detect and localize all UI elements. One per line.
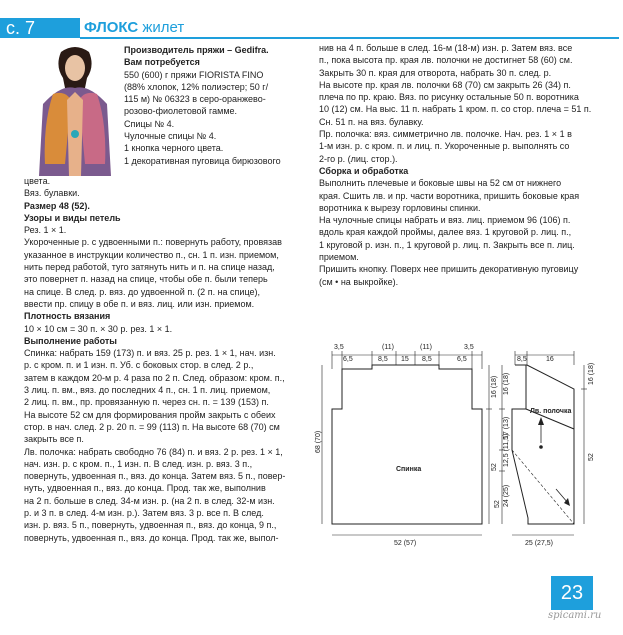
dim-label: 52 (57) — [394, 540, 417, 547]
text-line: стор. в нач. след. 2 р. 20 п. = 99 (113) п. На высоте 68 (70) см — [24, 421, 280, 432]
dim-label: 16 — [546, 356, 554, 363]
pattern-diagram — [312, 343, 612, 548]
dim-label: 16 (18) — [503, 372, 510, 395]
section-heading: Узоры и виды петель — [24, 212, 121, 223]
text-line: Укороченные р. с удвоенными п.: повернуть работу, провязав — [24, 237, 282, 248]
text-line: 2 лиц. п. вм., пр. провязанную п. через сн. п. = 139 (153) п. — [24, 397, 269, 408]
dim-label: 52 — [588, 453, 595, 461]
text-line: 1 круговой р. изн. п., 1 круговой р. лиц. п. Закрыть все п. лиц. — [319, 239, 575, 250]
text-line: р. и 3 п. в след. 4-м изн. р.). Затем вяз. 3 р. все п. В след. — [24, 508, 264, 519]
dim-label: 6,5 — [343, 356, 353, 363]
materials-heading: Вам потребуется — [124, 57, 200, 68]
front-outline — [512, 365, 574, 524]
back-outline — [332, 365, 482, 524]
dim-label: 8,5 — [378, 356, 388, 363]
dim-label: 6,5 — [457, 356, 467, 363]
text-line: р. с кром. п. и 1 изн. п. Уб. с боковых стор. в след. 2 р., — [24, 360, 254, 371]
front-label: Лв. полочка — [530, 408, 572, 415]
text-line: приемом. — [319, 252, 359, 263]
text-line: розово-фиолетовой гамме. — [124, 106, 238, 117]
text-line: на 2 п. больше в след. 34-м изн. р. (на 2 п. в след. 32-м изн. — [24, 495, 275, 506]
text-line: На чулочные спицы набрать и вяз. лиц. приемом 96 (106) п. — [319, 215, 571, 226]
section-heading: Сборка и обработка — [319, 165, 409, 176]
dim-label: 8,5 — [517, 356, 527, 363]
text-line: Вяз. булавки. — [24, 188, 80, 199]
dim-label: 8,5 — [422, 356, 432, 363]
section-number: с. 7 — [6, 18, 36, 38]
dim-label: 3,5 — [464, 344, 474, 351]
dim-label: 24 (25) — [503, 484, 510, 507]
dim-label: 68 (70) — [315, 430, 322, 453]
text-line: Выполнить плечевые и боковые швы на 52 см от нижнего — [319, 178, 562, 189]
text-line: Лв. полочка: набрать свободно 76 (84) п. и вяз. 2 р. рез. 1 × 1, — [24, 446, 283, 457]
dim-label: 25 (27,5) — [525, 540, 554, 547]
text-line: 10 (12) см. На выс. 11 п. набрать 1 кром. п. со стор. плеча = 51 п. — [319, 104, 592, 115]
dim-label: 12,5 (11,5) — [503, 433, 510, 467]
model-photo — [31, 44, 119, 176]
dim-label: 15 — [401, 356, 409, 363]
text-line: воротника к вырезу горловины спинки. — [319, 202, 481, 213]
text-line: нить перед работой, туго затянуть нить и п. на спице назад, — [24, 262, 275, 273]
text-line: Закрыть 30 п. края для отворота, набрать 30 п. след. р. — [319, 67, 552, 78]
instructions-column-left — [24, 175, 309, 544]
text-line: нач. изн. р. с кром. п., 1 изн. п. В след. изн. р. вяз. 3 п., — [24, 458, 253, 469]
intro-column — [124, 44, 309, 167]
text-line: повернуть, удвоенная п., вяз. до конца. Затем вяз. 5 п., повер- — [24, 471, 286, 482]
text-line: Чулочные спицы № 4. — [124, 131, 217, 142]
text-line: Пришить кнопку. Поверх нее пришить декоративную пуговицу — [319, 264, 579, 275]
text-line: затем в каждом 20-м р. 4 раза по 2 п. След. образом: кром. п., — [24, 372, 285, 383]
text-line: указанное в инструкции количество п., сн. 1 п. изн. приемом, — [24, 249, 279, 260]
dim-label: 16 (18) — [491, 375, 498, 398]
text-line: на спице. В след. р. вяз. до удвоенной п. (2 п. на спице), — [24, 286, 260, 297]
text-line: 550 (600) г пряжи FIORISTA FINO — [124, 69, 264, 80]
page-title — [84, 19, 184, 37]
text-line: повернуть, удвоенная п., вяз. до конца. Прод. так же, выпол- — [24, 532, 279, 543]
text-line: 1 кнопка черного цвета. — [124, 143, 224, 154]
dim-label: (11) — [420, 344, 432, 351]
text-line: нив на 4 п. больше в след. 16-м (18-м) изн. р. Затем вяз. все — [319, 43, 573, 53]
page-number: 23 — [551, 576, 593, 610]
text-line: 3 лиц. п. вм., вяз. до последних 4 п., сн. 1 п. лиц. приемом, — [24, 385, 271, 396]
text-line: 1-м изн. р. с кром. п. и лиц. п. Укороченные р. выполнять со — [319, 141, 570, 152]
dim-label: 16 (18) — [588, 362, 595, 385]
text-line: 1 декоративная пуговица бирюзового — [124, 155, 281, 166]
text-line: Рез. 1 × 1. — [24, 225, 67, 236]
text-line: (см • на выкройке). — [319, 276, 399, 287]
title-bold: ФЛОКС — [84, 19, 139, 36]
text-line: На высоте пр. края лв. полочки 68 (70) см закрыть 26 (34) п. — [319, 79, 571, 90]
text-line: 115 м) № 06323 в серо-оранжево- — [124, 94, 266, 105]
front-outline-base — [512, 365, 574, 524]
dim-label: 52 — [494, 500, 501, 508]
text-line: это повернет п. назад на спице, чтобы обе п. были теперь — [24, 274, 268, 285]
text-line: п., пока высота пр. края лв. полочки не достигнет 58 (60) см. — [319, 55, 573, 66]
text-line: плеча по пр. краю. Вяз. по рисунку остальные 50 п. воротника — [319, 92, 579, 103]
text-line: Сн. 51 п. на вяз. булавку. — [319, 116, 424, 127]
text-line: закрыть все п. — [24, 434, 84, 445]
text-line: 10 × 10 см = 30 п. × 30 р. рез. 1 × 1. — [24, 323, 173, 334]
text-line: Спицы № 4. — [124, 118, 175, 129]
dim-label: 17 (13) — [503, 416, 510, 439]
text-line: вдоль края каждой проймы, далее вяз. 1 круговой р. лиц. п., — [319, 227, 572, 238]
back-label: Спинка — [396, 466, 422, 473]
text-line: На высоте 52 см для формирования пройм закрыть с обеих — [24, 409, 276, 420]
text-line: Спинка: набрать 159 (173) п. и вяз. 25 р. рез. 1 × 1, нач. изн. — [24, 348, 276, 359]
text-line: 2-го р. (лиц. стор.). — [319, 153, 398, 164]
text-line: края. Сшить лв. и пр. части воротника, пришить боковые края — [319, 190, 580, 201]
text-line: ввести пр. спицу в обе п. и вяз. лиц. или изн. приемом. — [24, 298, 255, 309]
text-line: (88% хлопок, 12% полиэстер; 50 г/ — [124, 81, 269, 92]
instructions-column-right — [319, 42, 603, 288]
text-line: цвета. — [24, 176, 51, 186]
dim-label: (11) — [382, 344, 394, 351]
text-line: нуть, удвоенная п., вяз. до конца. Прод. так же, выполнив — [24, 483, 266, 494]
yarn-maker: Производитель пряжи – Gedifra. — [124, 45, 269, 55]
title-rest: жилет — [138, 19, 185, 36]
size-line: Размер 48 (52). — [24, 200, 90, 211]
dim-label: 52 — [491, 463, 498, 471]
watermark: spicami.ru — [548, 610, 602, 621]
text-line: Пр. полочка: вяз. симметрично лв. полочке. Нач. рез. 1 × 1 в — [319, 129, 572, 140]
text-line: изн. р. вяз. 5 п., повернуть, удвоенная п., вяз. до конца, 9 п., — [24, 520, 277, 531]
section-heading: Плотность вязания — [24, 311, 111, 322]
section-heading: Выполнение работы — [24, 335, 117, 346]
dim-label: 3,5 — [334, 344, 344, 351]
header-rule — [80, 37, 619, 39]
